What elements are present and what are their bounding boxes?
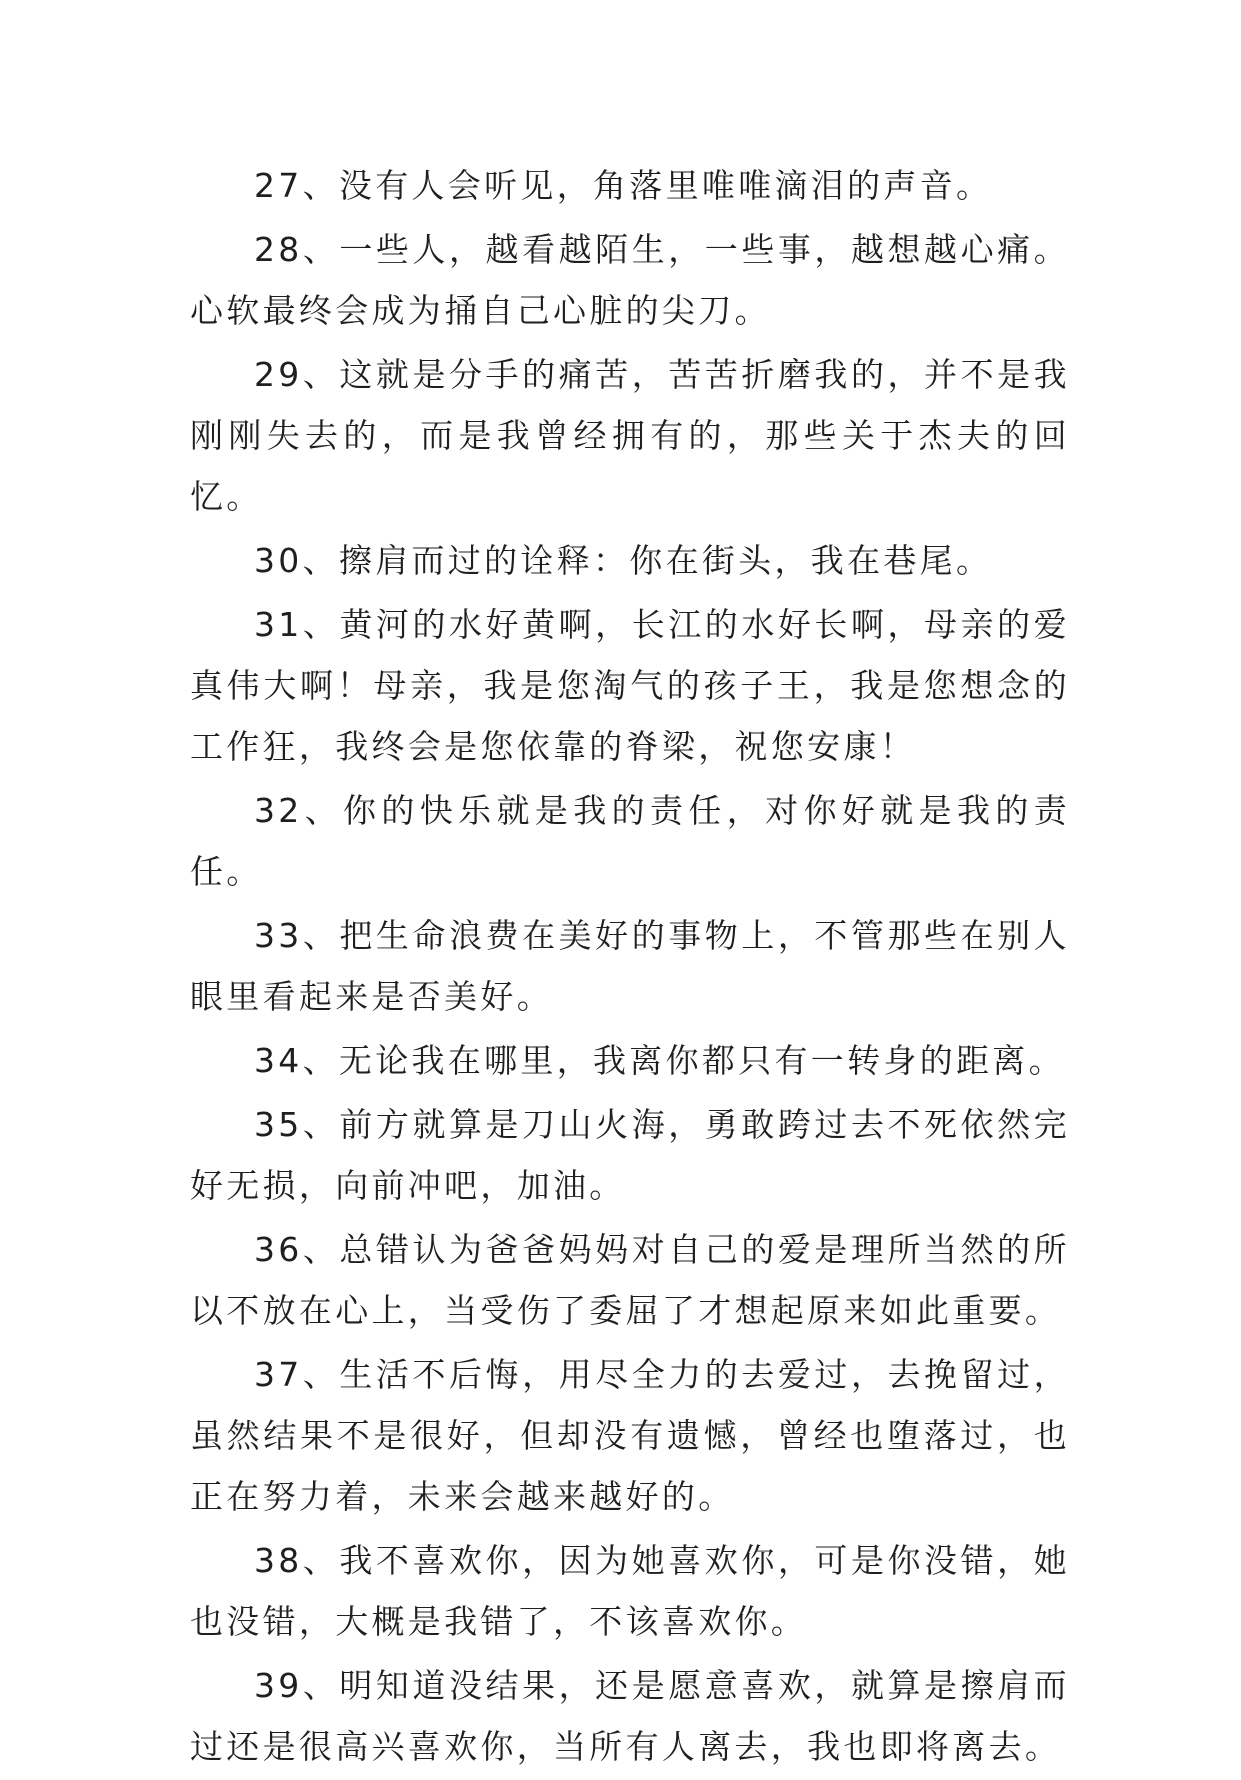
paragraph-39: 39、明知道没结果，还是愿意喜欢，就算是擦肩而过还是很高兴喜欢你，当所有人离去，我也即将离去。: [190, 1666, 1070, 1766]
paragraph-37: 37、生活不后悔，用尽全力的去爱过，去挽留过，虽然结果不是很好，但却没有遗憾，曾经也堕落过，也正在努力着，未来会越来越好的。: [190, 1355, 1070, 1516]
paragraph-33: 33、把生命浪费在美好的事物上，不管那些在别人眼里看起来是否美好。: [190, 916, 1070, 1016]
paragraph-34: 34、无论我在哪里，我离你都只有一转身的距离。: [254, 1041, 1065, 1080]
paragraph-32: 32、你的快乐就是我的责任，对你好就是我的责任。: [190, 791, 1070, 891]
paragraph-27: 27、没有人会听见，角落里唯唯滴泪的声音。: [254, 166, 993, 205]
paragraph-31: 31、黄河的水好黄啊，长江的水好长啊，母亲的爱真伟大啊！母亲，我是您淘气的孩子王，我是您想念的工作狂，我终会是您依靠的脊梁，祝您安康！: [190, 605, 1070, 766]
paragraph-35: 35、前方就算是刀山火海，勇敢跨过去不死依然完好无损，向前冲吧，加油。: [190, 1105, 1070, 1205]
paragraph-29: 29、这就是分手的痛苦，苦苦折磨我的，并不是我刚刚失去的，而是我曾经拥有的，那些关于杰夫的回忆。: [190, 355, 1070, 516]
paragraph-30: 30、擦肩而过的诠释：你在街头，我在巷尾。: [254, 541, 993, 580]
document-body: [190, 155, 1070, 1780]
paragraph-38: 38、我不喜欢你，因为她喜欢你，可是你没错，她也没错，大概是我错了，不该喜欢你。: [190, 1541, 1070, 1641]
paragraph-28: 28、一些人，越看越陌生，一些事，越想越心痛。心软最终会成为捅自己心脏的尖刀。: [190, 230, 1070, 330]
paragraph-36: 36、总错认为爸爸妈妈对自己的爱是理所当然的所以不放在心上，当受伤了委屈了才想起原来如此重要。: [190, 1230, 1070, 1330]
